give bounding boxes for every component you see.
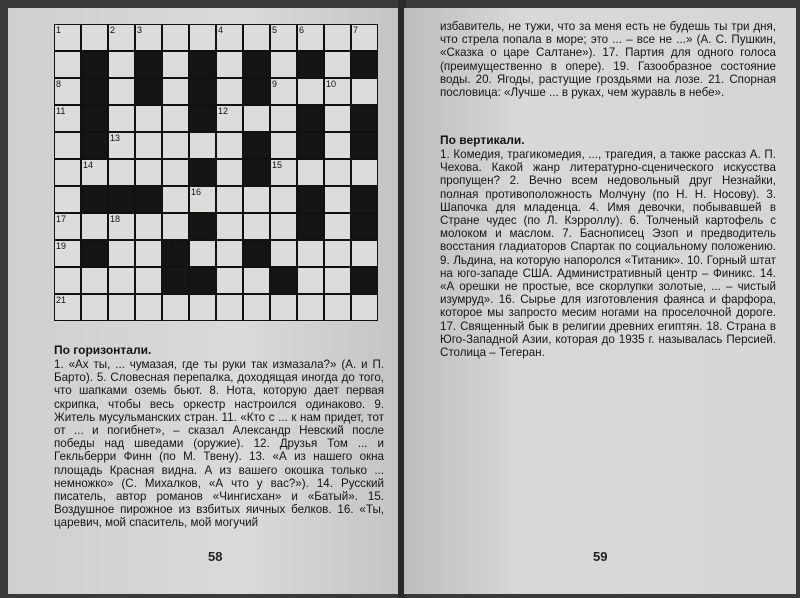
crossword-black-cell <box>81 132 108 159</box>
crossword-cell[interactable] <box>324 24 351 51</box>
crossword-black-cell <box>351 105 378 132</box>
crossword-cell[interactable] <box>135 213 162 240</box>
crossword-cell[interactable] <box>324 267 351 294</box>
crossword-cell[interactable] <box>189 24 216 51</box>
across-clues: 1. «Ах ты, ... чумазая, где ты руки так измазала?» (А. и П. Барто). 5. Словесная перепалка, доходящая иногда до того, что шапками оземь бьют. 8. Нота, которую дает первая скрипка, чтобы весь оркестр настроился одинаково. 9. Житель мусульманских стран. 11. «Кто с ... к нам придет, тот от ... и погибнет», – сказал Александр Невский после победы над шведами (оружие). 12. Друзья Том ... и Гекльберри Финн (по М. Твену). 13. «А из нашего окна площадь Красная видна. А из вашего окошка только ... немножко» (С. Михалков, «А что у вас?»). 14. Русский писатель, автор романов «Чингисхан» и «Батый». 15. Воздушное пирожное из взбитых яичных белков. 16. «Ты, царевич, мой спаситель, мой могучий <box>54 358 384 530</box>
crossword-clue-number: 9 <box>272 79 278 89</box>
crossword-black-cell <box>81 240 108 267</box>
crossword-cell[interactable] <box>351 159 378 186</box>
crossword-cell[interactable] <box>54 24 81 51</box>
crossword-cell[interactable] <box>324 78 351 105</box>
crossword-cell[interactable] <box>135 132 162 159</box>
crossword-black-cell <box>135 186 162 213</box>
crossword-clue-number: 20 <box>164 241 175 251</box>
crossword-cell[interactable] <box>270 159 297 186</box>
crossword-cell[interactable] <box>81 213 108 240</box>
crossword-black-cell <box>189 159 216 186</box>
crossword-black-cell <box>351 132 378 159</box>
crossword-cell[interactable] <box>243 267 270 294</box>
crossword-cell[interactable] <box>351 78 378 105</box>
crossword-cell[interactable] <box>108 78 135 105</box>
crossword-cell[interactable] <box>108 159 135 186</box>
crossword-clue-number: 2 <box>110 25 116 35</box>
crossword-clue-number: 18 <box>110 214 121 224</box>
crossword-cell[interactable] <box>216 78 243 105</box>
crossword-cell[interactable] <box>216 267 243 294</box>
crossword-black-cell <box>243 132 270 159</box>
crossword-black-cell <box>297 186 324 213</box>
crossword-cell[interactable] <box>270 51 297 78</box>
page-number-left: 58 <box>208 549 223 564</box>
crossword-black-cell <box>243 51 270 78</box>
crossword-clue-number: 13 <box>110 133 121 143</box>
crossword-clue-number: 10 <box>326 79 337 89</box>
crossword-cell[interactable] <box>216 24 243 51</box>
crossword-black-cell <box>297 105 324 132</box>
crossword-cell[interactable] <box>243 213 270 240</box>
crossword-clue-number: 14 <box>83 160 94 170</box>
crossword-cell[interactable] <box>135 267 162 294</box>
crossword-cell[interactable] <box>162 105 189 132</box>
across-heading: По горизонтали. <box>54 343 152 357</box>
down-heading: По вертикали. <box>440 133 525 147</box>
crossword-cell[interactable] <box>270 105 297 132</box>
crossword-black-cell <box>351 186 378 213</box>
crossword-cell[interactable] <box>324 105 351 132</box>
crossword-cell[interactable] <box>216 186 243 213</box>
crossword-black-cell <box>135 78 162 105</box>
crossword-black-cell <box>297 132 324 159</box>
crossword-cell[interactable] <box>189 240 216 267</box>
crossword-cell[interactable] <box>324 213 351 240</box>
crossword-cell[interactable] <box>216 132 243 159</box>
crossword-cell[interactable] <box>324 294 351 321</box>
crossword-cell[interactable] <box>108 51 135 78</box>
crossword-black-cell <box>189 105 216 132</box>
crossword-cell[interactable] <box>297 78 324 105</box>
crossword-black-cell <box>189 78 216 105</box>
crossword-clue-number: 5 <box>272 25 278 35</box>
crossword-cell[interactable] <box>297 159 324 186</box>
crossword-cell[interactable] <box>351 240 378 267</box>
crossword-cell[interactable] <box>324 132 351 159</box>
crossword-black-cell <box>243 240 270 267</box>
crossword-cell[interactable] <box>243 186 270 213</box>
crossword-cell[interactable] <box>297 24 324 51</box>
crossword-black-cell <box>297 213 324 240</box>
crossword-clue-number: 16 <box>191 187 202 197</box>
crossword-cell[interactable] <box>162 186 189 213</box>
crossword-black-cell <box>189 213 216 240</box>
crossword-cell[interactable] <box>324 240 351 267</box>
crossword-cell[interactable] <box>54 294 81 321</box>
crossword-cell[interactable] <box>135 240 162 267</box>
crossword-cell[interactable] <box>270 294 297 321</box>
crossword-black-cell <box>81 186 108 213</box>
crossword-cell[interactable] <box>108 213 135 240</box>
crossword-cell[interactable] <box>324 51 351 78</box>
crossword-clue-number: 3 <box>137 25 143 35</box>
crossword-cell[interactable] <box>243 105 270 132</box>
crossword-cell[interactable] <box>135 294 162 321</box>
crossword-cell[interactable] <box>270 240 297 267</box>
crossword-cell[interactable] <box>162 24 189 51</box>
crossword-cell[interactable] <box>297 240 324 267</box>
crossword-cell[interactable] <box>135 105 162 132</box>
crossword-cell[interactable] <box>162 51 189 78</box>
crossword-cell[interactable] <box>189 186 216 213</box>
crossword-clue-number: 15 <box>272 160 283 170</box>
crossword-cell[interactable] <box>324 186 351 213</box>
crossword-clue-number: 8 <box>56 79 62 89</box>
crossword-black-cell <box>351 51 378 78</box>
crossword-cell[interactable] <box>162 213 189 240</box>
crossword-black-cell <box>243 78 270 105</box>
crossword-black-cell <box>243 159 270 186</box>
crossword-cell[interactable] <box>108 294 135 321</box>
crossword-black-cell <box>162 267 189 294</box>
crossword-black-cell <box>108 186 135 213</box>
crossword-cell[interactable] <box>216 159 243 186</box>
crossword-cell[interactable] <box>54 51 81 78</box>
crossword-cell[interactable] <box>81 159 108 186</box>
crossword-cell[interactable] <box>54 105 81 132</box>
crossword-cell[interactable] <box>324 159 351 186</box>
crossword-cell[interactable] <box>162 132 189 159</box>
crossword-cell[interactable] <box>351 24 378 51</box>
down-clues: 1. Комедия, трагикомедия, ..., трагедия, а также рассказ А. П. Чехова. Какой жанр литературно-сценического искусства пропущен? 2. Вечно всем недовольный друг Незнайки, полная противоположность Молчуну (по Н. Н. Носову). 3. Шапочка для младенца. 4. Имя девочки, побывавшей в Стране чудес (по Л. Кэрроллу). 6. Толченый картофель с молоком и маслом. 7. Баснописец Эзоп и предводитель восстания гладиаторов Спартак по социальному положению. 9. Льдина, на которую напоролся «Титаник». 10. Горный штат на юго-западе США. Административный центр – Финикс. 14. «А орешки не простые, все скорлупки золотые, ... – чистый изумруд». 16. Сырье для изготовления фаянса и фарфора, которое мы запросто месим ногами на проселочной дороге. 17. Священный бык в религии древних египтян. 18. Страна в Юго-Западной Азии, которая до 1935 г. называлась Персией. Столица – Тегеран. <box>440 148 776 360</box>
crossword-cell[interactable] <box>270 186 297 213</box>
crossword-cell[interactable] <box>108 267 135 294</box>
crossword-cell[interactable] <box>54 240 81 267</box>
crossword-cell[interactable] <box>81 24 108 51</box>
crossword-cell[interactable] <box>297 294 324 321</box>
crossword-black-cell <box>351 267 378 294</box>
crossword-cell[interactable] <box>54 78 81 105</box>
crossword-cell[interactable] <box>81 267 108 294</box>
crossword-cell[interactable] <box>108 132 135 159</box>
crossword-cell[interactable] <box>216 240 243 267</box>
crossword-clue-number: 19 <box>56 241 67 251</box>
crossword-black-cell <box>162 240 189 267</box>
crossword-cell[interactable] <box>81 294 108 321</box>
crossword-cell[interactable] <box>270 213 297 240</box>
crossword-cell[interactable] <box>54 159 81 186</box>
crossword-clue-number: 17 <box>56 214 67 224</box>
across-clues-continued: избавитель, не тужи, что за меня есть не будешь ты три дня, что стрела попала в море; это ... – все не ...» (А. С. Пушкин, «Сказка о царе Салтане»). 17. Партия для одного голоса (преимущественно в опере). 19. Газообразное состояние воды. 20. Ягоды, растущие гроздьями на лозе. 21. Спорная пословица: «Лучше ... в руках, чем журавль в небе». <box>440 20 776 100</box>
crossword-black-cell <box>189 51 216 78</box>
crossword-clue-number: 12 <box>218 106 229 116</box>
crossword-cell[interactable] <box>297 267 324 294</box>
crossword-cell[interactable] <box>270 78 297 105</box>
crossword-clue-number: 7 <box>353 25 359 35</box>
crossword-cell[interactable] <box>270 132 297 159</box>
crossword-cell[interactable] <box>54 186 81 213</box>
crossword-cell[interactable] <box>108 105 135 132</box>
crossword-cell[interactable] <box>54 132 81 159</box>
crossword-cell[interactable] <box>243 294 270 321</box>
crossword-clue-number: 21 <box>56 295 67 305</box>
crossword-cell[interactable] <box>54 267 81 294</box>
crossword-black-cell <box>81 51 108 78</box>
crossword-black-cell <box>189 267 216 294</box>
crossword-cell[interactable] <box>351 294 378 321</box>
crossword-cell[interactable] <box>162 159 189 186</box>
crossword-cell[interactable] <box>216 105 243 132</box>
crossword-cell[interactable] <box>54 213 81 240</box>
crossword-clue-number: 1 <box>56 25 62 35</box>
right-page <box>404 8 796 594</box>
crossword-cell[interactable] <box>108 24 135 51</box>
crossword-black-cell <box>270 267 297 294</box>
crossword-clue-number: 6 <box>299 25 305 35</box>
crossword-cell[interactable] <box>135 24 162 51</box>
crossword-grid <box>54 24 378 321</box>
crossword-cell[interactable] <box>162 78 189 105</box>
crossword-black-cell <box>297 51 324 78</box>
crossword-black-cell <box>81 105 108 132</box>
crossword-cell[interactable] <box>189 132 216 159</box>
crossword-cell[interactable] <box>243 24 270 51</box>
crossword-cell[interactable] <box>108 240 135 267</box>
crossword-cell[interactable] <box>216 213 243 240</box>
crossword-clue-number: 11 <box>56 106 66 116</box>
page-number-right: 59 <box>593 549 608 564</box>
crossword-cell[interactable] <box>216 294 243 321</box>
crossword-cell[interactable] <box>270 24 297 51</box>
crossword-cell[interactable] <box>216 51 243 78</box>
crossword-cell[interactable] <box>162 294 189 321</box>
crossword-cell[interactable] <box>189 294 216 321</box>
crossword-black-cell <box>81 78 108 105</box>
crossword-cell[interactable] <box>135 159 162 186</box>
crossword-black-cell <box>135 51 162 78</box>
left-page <box>8 8 400 594</box>
crossword-black-cell <box>351 213 378 240</box>
crossword-clue-number: 4 <box>218 25 224 35</box>
